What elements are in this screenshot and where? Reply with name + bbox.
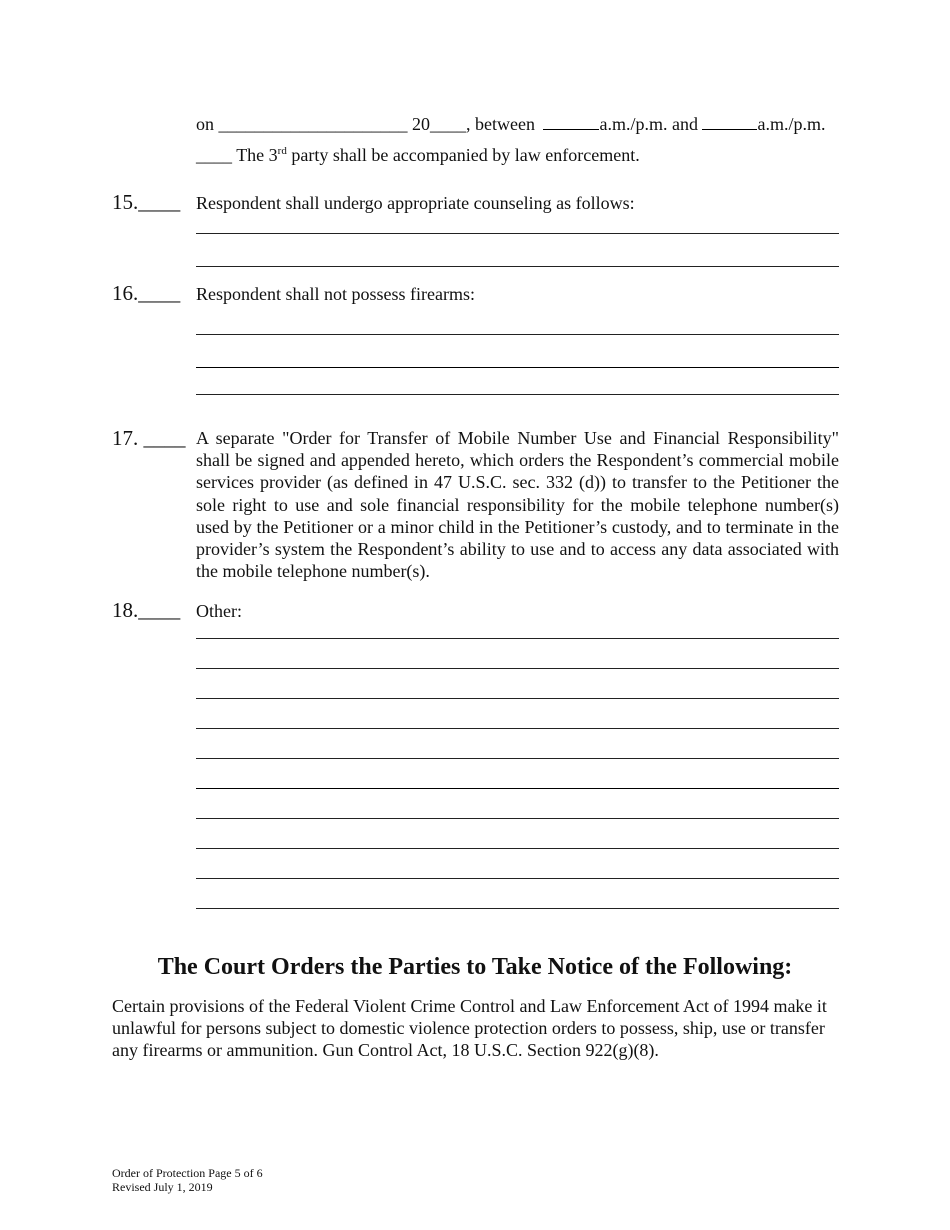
- end-time-field[interactable]: [702, 113, 757, 130]
- start-time-field[interactable]: [543, 113, 599, 130]
- item-17-text: A separate "Order for Transfer of Mobile Number Use and Financial Responsibility" shall be signed and appended hereto, which orders the Respondent’s commercial mobile services provider (as defined in 47 U.S.C. sec. 332 (d)) to transfer to the Petitioner the sole right to use and sole financial responsibility for the mobile telephone number(s) used by the Petitioner or a minor child in the Petitioner’s custody, and to terminate in the provider’s system the Respondent’s ability to use and to access any data associated with the mobile telephone number(s).: [196, 428, 839, 582]
- item-15-line-1[interactable]: [196, 233, 839, 234]
- item-16-text: Respondent shall not possess firearms:: [196, 284, 475, 304]
- item-16-line-3[interactable]: [196, 394, 839, 395]
- third-party-checkbox[interactable]: ____: [196, 145, 232, 165]
- item-18-line-10[interactable]: [196, 908, 839, 909]
- ampm-label-1: a.m./p.m. and: [599, 114, 698, 134]
- date-field[interactable]: _____________________: [218, 114, 408, 134]
- item-18-line-7[interactable]: [196, 818, 839, 819]
- visitation-line: [196, 113, 825, 135]
- item-16-line-2[interactable]: [196, 367, 839, 368]
- item-18-line-5[interactable]: [196, 758, 839, 759]
- item-17-number[interactable]: 17. ____: [112, 426, 186, 450]
- footer-page-label: Order of Protection Page 5 of 6: [112, 1166, 263, 1180]
- item-18-line-8[interactable]: [196, 848, 839, 849]
- item-18-line-1[interactable]: [196, 638, 839, 639]
- item-18-line-2[interactable]: [196, 668, 839, 669]
- third-party-text: The 3rd party shall be accompanied by law enforcement.: [236, 145, 640, 165]
- footer-revised: Revised July 1, 2019: [112, 1180, 213, 1194]
- ampm-label-2: a.m./p.m.: [757, 114, 826, 134]
- item-18-line-6[interactable]: [196, 788, 839, 789]
- item-18-line-3[interactable]: [196, 698, 839, 699]
- on-label: on: [196, 114, 214, 134]
- item-16-line-1[interactable]: [196, 334, 839, 335]
- item-15-number[interactable]: 15.____: [112, 190, 181, 214]
- year-field[interactable]: 20____: [412, 114, 466, 134]
- item-15-line-2[interactable]: [196, 266, 839, 267]
- item-18-line-9[interactable]: [196, 878, 839, 879]
- between-label: , between: [466, 114, 535, 134]
- item-15-text: Respondent shall undergo appropriate counseling as follows:: [196, 193, 635, 213]
- item-18-number[interactable]: 18.____: [112, 598, 181, 622]
- notice-body: Certain provisions of the Federal Violent Crime Control and Law Enforcement Act of 1994 make it unlawful for persons subject to domestic violence protection orders to possess, ship, use or transfer any firearms or ammunition. Gun Control Act, 18 U.S.C. Section 922(g)(8).: [112, 996, 827, 1061]
- item-18-line-4[interactable]: [196, 728, 839, 729]
- third-party-line: [196, 144, 640, 166]
- notice-heading: The Court Orders the Parties to Take Notice of the Following:: [157, 954, 793, 980]
- item-18-text: Other:: [196, 601, 242, 621]
- item-16-number[interactable]: 16.____: [112, 281, 181, 305]
